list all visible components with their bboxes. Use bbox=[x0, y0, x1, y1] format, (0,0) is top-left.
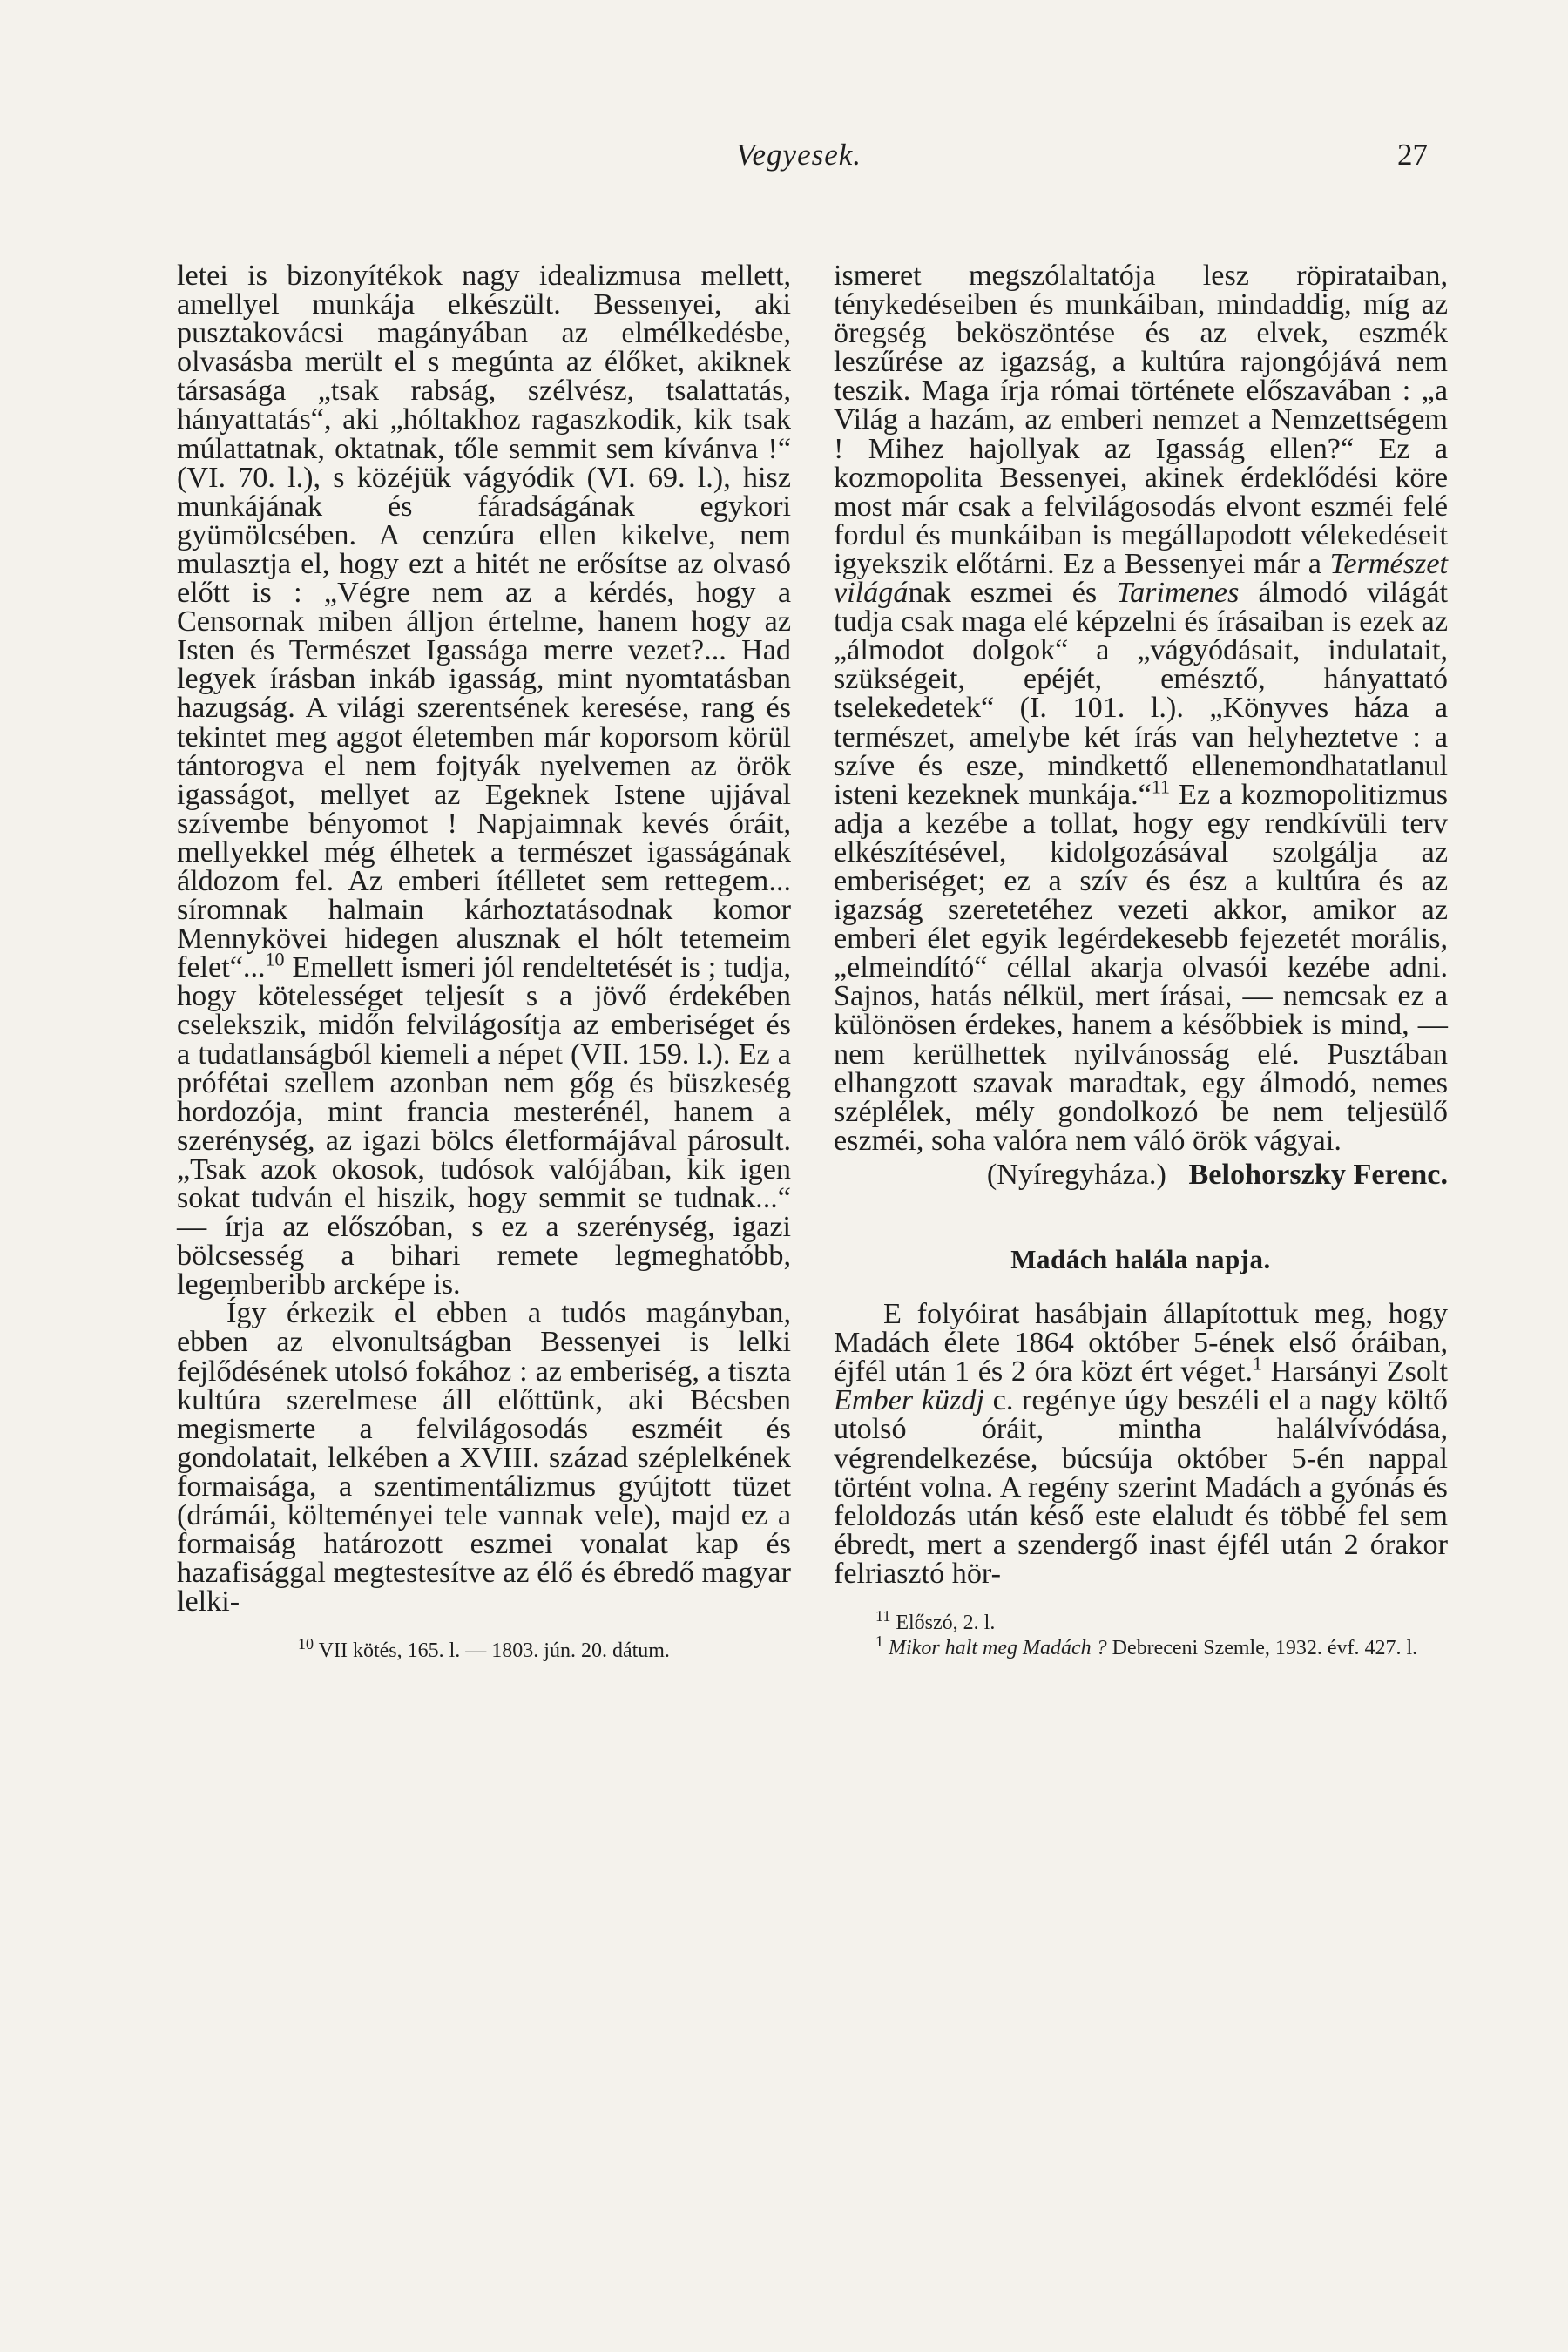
left-footnote-mark: 10 bbox=[298, 1635, 314, 1653]
footnote-ref-11: 11 bbox=[1151, 775, 1171, 798]
signature-name: Belohorszky Ferenc. bbox=[1188, 1158, 1448, 1191]
right-footnote-1-title: Mikor halt meg Madách ? bbox=[889, 1637, 1107, 1660]
right-paragraph-2-text-c: c. regénye úgy beszéli el a nagy költő utolsó óráit, mintha halálvívódása, végrendelkezése, búcsúja október 5-én nappal történt volna. A regény szerint Madách a gyónás és feloldozás után késő este elaludt és többé fel sem ébredt, mert a szendergő inast éjfél után 2 órakor felriasztó hör- bbox=[834, 1384, 1449, 1590]
right-footnote-1-text: Debreceni Szemle, 1932. évf. 427. l. bbox=[1106, 1637, 1418, 1660]
page-number: 27 bbox=[1397, 138, 1428, 172]
left-footnote-text: VII kötés, 165. l. — 1803. jún. 20. dátum. bbox=[318, 1639, 670, 1663]
left-paragraph-1-cont: Emellett ismeri jól rendeltetését is ; tudja, hogy kötelességet teljesít s a jövő érdekében cselekszik, midőn felvilágosítja az emberiséget és a tudatlanságból kiemeli a népet (VII. 159. l.). Ez a prófétai szellem azonban nem gőg és büszkeség hordozója, mint francia mesterénél, hanem a szerénység, az igazi bölcs életformájával párosult. „Tsak azok okosok, tudósok valójában, kik igen sokat tudván el hiszik, hogy semmit se tudnak...“ — írja az előszóban, s ez a szerénység, igazi bölcsesség a bihari remete legmeghatóbb, legemberibb arcképe is. bbox=[177, 951, 791, 1301]
right-paragraph-1-text-a: ismeret megszólaltatója lesz röpirataiban, ténykedéseiben és munkáiban, mindaddig, míg az öregség beköszöntése és az elvek, eszmék leszűrése az igazság, a kultúra rajongójává nem teszik. Maga írja római története előszavában : „a Világ a hazám, az emberi nemzet a Nemzettségem ! Mihez hajollyak az Igasság ellen?“ Ez a kozmopolita Bessenyei, akinek érdeklődési köre most már csak a felvilágosodás elvont eszméi felé fordul és munkáiban is megállapodott vélekedéseit igyekszik előtárni. Ez a Bessenyei már a bbox=[834, 260, 1448, 580]
right-paragraph-2-text-b: Harsányi Zsolt bbox=[1261, 1355, 1448, 1389]
footnote-separator bbox=[177, 1616, 791, 1639]
signature bbox=[834, 1160, 1448, 1189]
title-ember-kuzdj: Ember küzdj bbox=[834, 1384, 984, 1417]
right-paragraph-2-text-a: E folyóirat hasábjain állapítottuk meg, hogy Madách élete 1864 október 5-ének első óráiban, éjfél után 1 és 2 óra közt ért véget. bbox=[834, 1298, 1448, 1389]
title-tarimenes: Tarimenes bbox=[1116, 577, 1240, 610]
left-paragraph-1-text: letei is bizonyítékok nagy idealizmusa mellett, amellyel munkája elkészült. Bessenyei, aki pusztakovácsi magányában az elmélkedésbe, olvasásba merült el s megúnta az élőket, akiknek társasága „tsak rabság, szélvész, tsalattatás, hányattatás“, aki „hóltakhoz ragaszkodik, kik tsak múlattatnak, oktatnak, tőle semmit sem kívánva !“ (VI. 70. l.), s közéjük vágyódik (VI. 69. l.), hisz munkájának és fáradságának egykori gyümölcsében. A cenzúra ellen kikelve, nem mulasztja el, hogy ezt a hitét ne erősítse az olvasó előtt is : „Végre nem az a kérdés, hogy a Censornak miben álljon értelme, hanem hogy az Isten és Természet Igassága merre vezet?... Had legyek írásban inkáb igasság, mint nyomtatásban hazugság. A világi szerentsének keresése, rang és tekintet meg aggot életemben már koporsom körül tántorogva el nem fojtyák nyelvemen az örök igasságot, mellyet az Egeknek Istene ujjával szívembe bényomot ! Napjaimnak kevés óráit, mellyekkel még élhetek a természet igasságának áldozom fel. Az emberi ítélletet sem rettegem... síromnak halmain kárhoztatásodnak komor Mennykövei hidegen alusznak el hólt tetemeim felet“... bbox=[177, 260, 791, 984]
right-paragraph-1-text-c: álmodó világát tudja csak maga elé képzelni és írásaiban is ezek az „álmodot dolgok“ a „vágyódásait, indulatait, szükségeit, epéjét, emésztő, hányattató tselekedetek“ (I. 101. l.). „Könyves háza a természet, amelybe két írás van helyheztetve : a szíve és esze, mindkettő ellenemondhatatlanul isteni kezeknek munkája.“ bbox=[834, 577, 1448, 811]
section-title: Madách halála napja. bbox=[1010, 1244, 1271, 1274]
right-footnote-1 bbox=[834, 1632, 1448, 1661]
right-paragraph-1-text-d: Ez a kozmopolitizmus adja a kezébe a tollat, hogy egy rendkívüli terv elkészítésével, kidolgozásával szolgálja az emberiséget; ez a szív és ész a kultúra és az igazság szeretetéhez vezeti akkor, amikor az emberi élet egyik legérdekesebb fejezetét morális, „elmeindító“ céllal akarja olvasói kezébe adni. Sajnos, hatás nélkül, mert írásai, — nemcsak ez a különösen érdekes, hanem a későbbiek is mind, — nem kerülhettek nyilvánosság elé. Pusztában elhangzott szavak maradtak, egy álmodó, nemes széplélek, mély gondolkozó be nem teljesülő eszméi, soha valóra nem váló örök vágyai. bbox=[834, 778, 1448, 1157]
left-column bbox=[177, 261, 791, 1664]
running-header: Vegyesek. bbox=[736, 138, 862, 172]
right-footnote-11-text: Előszó, 2. l. bbox=[896, 1612, 996, 1635]
title-termeszet-vilaga: Természet világá bbox=[834, 547, 1448, 610]
right-paragraph-1-text-b: nak eszmei és bbox=[908, 577, 1117, 610]
footnote-separator-right bbox=[834, 1588, 1448, 1611]
footnote-ref-10: 10 bbox=[265, 948, 285, 970]
left-footnote bbox=[177, 1635, 791, 1664]
signature-place: (Nyíregyháza.) bbox=[986, 1158, 1166, 1191]
right-paragraph-2 bbox=[834, 1300, 1448, 1588]
right-footnote-11 bbox=[834, 1607, 1448, 1636]
right-paragraph-1 bbox=[834, 261, 1448, 1155]
right-footnote-1-mark: 1 bbox=[875, 1632, 883, 1651]
right-column bbox=[834, 261, 1448, 1661]
footnote-ref-1: 1 bbox=[1252, 1352, 1262, 1375]
left-paragraph-1 bbox=[177, 261, 791, 1299]
left-paragraph-2: Így érkezik el ebben a tudós magányban, ebben az elvonultságban Bessenyei is lelki fejlődésének utolsó fokához : az emberiség, a tiszta kultúra szerelmese áll előttünk, aki Bécsben megismerte a felvilágosodás eszméit és gondolatait, lelkében a XVIII. század széplelkének formaisága, a szentimentálizmus gyújtott tüzet (drámái, költeményei tele vannak vele), majd ez a formaiság határozott eszmei vonalat kap és hazafisággal megtestesítve az élő és ébredő magyar lelki- bbox=[177, 1297, 791, 1619]
right-footnote-11-mark: 11 bbox=[875, 1607, 891, 1625]
